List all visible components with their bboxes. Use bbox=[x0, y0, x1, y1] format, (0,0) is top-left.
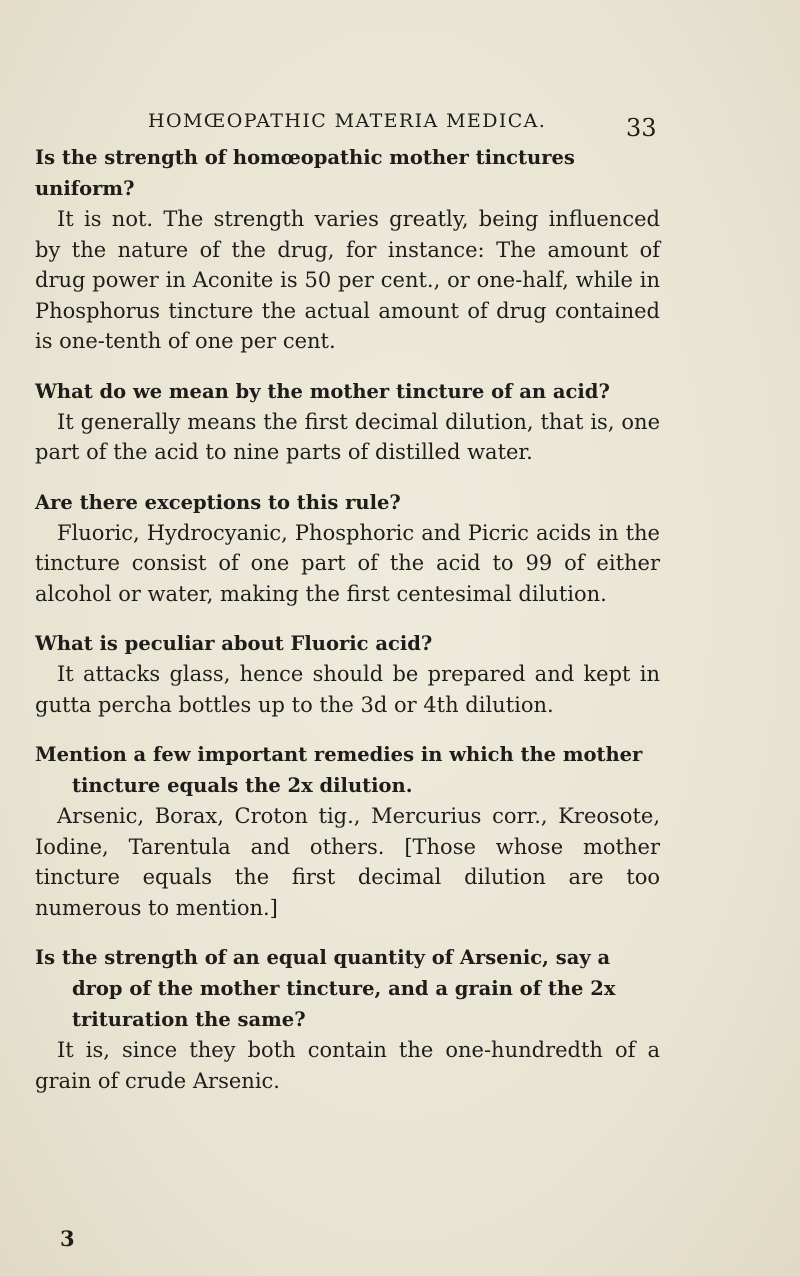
answer-2: It generally means the first decimal dilution, that is, one part of the acid to nine parts of distilled water. bbox=[35, 409, 660, 464]
answer-6: It is, since they both contain the one-hundredth of a grain of crude Arsenic. bbox=[35, 1038, 660, 1093]
question-4: What is peculiar about Fluoric acid? bbox=[35, 632, 433, 655]
answer-1: It is not. The strength varies greatly, being influenced by the nature of the drug, for instance: The amount of drug power in Aconite is 50 per cent., or one-half, while in Phosphorus tincture the actual amount of drug contained is one-tenth of one per cent. bbox=[35, 207, 660, 353]
question-1: Is the strength of homœopathic mother tinctures uniform? bbox=[35, 146, 575, 200]
answer-4: It attacks glass, hence should be prepared and kept in gutta percha bottles up to the 3d or 4th dilution. bbox=[35, 662, 660, 717]
signature-number: 3 bbox=[60, 1226, 75, 1251]
page-body bbox=[35, 142, 660, 1096]
answer-3: Fluoric, Hydrocyanic, Phosphoric and Picric acids in the tincture consist of one part of the acid to 99 of either alcohol or water, making the first centesimal dilution. bbox=[35, 520, 660, 606]
running-title: HOMŒOPATHIC MATERIA MEDICA. bbox=[148, 110, 547, 132]
question-3: Are there exceptions to this rule? bbox=[35, 490, 401, 514]
running-head bbox=[0, 108, 800, 142]
page-number: 33 bbox=[626, 114, 657, 142]
question-5: Mention a few important remedies in which the mother tincture equals the 2x dilution. bbox=[35, 743, 643, 797]
question-6: Is the strength of an equal quantity of Arsenic, say a drop of the mother tincture, and a grain of the 2x trituration the same? bbox=[35, 946, 616, 1031]
answer-5: Arsenic, Borax, Croton tig., Mercurius corr., Kreosote, Iodine, Tarentula and others. [Those whose mother tincture equals the first decimal dilution are too numerous to mention.] bbox=[35, 804, 660, 920]
question-2: What do we mean by the mother tincture of an acid? bbox=[35, 379, 610, 403]
